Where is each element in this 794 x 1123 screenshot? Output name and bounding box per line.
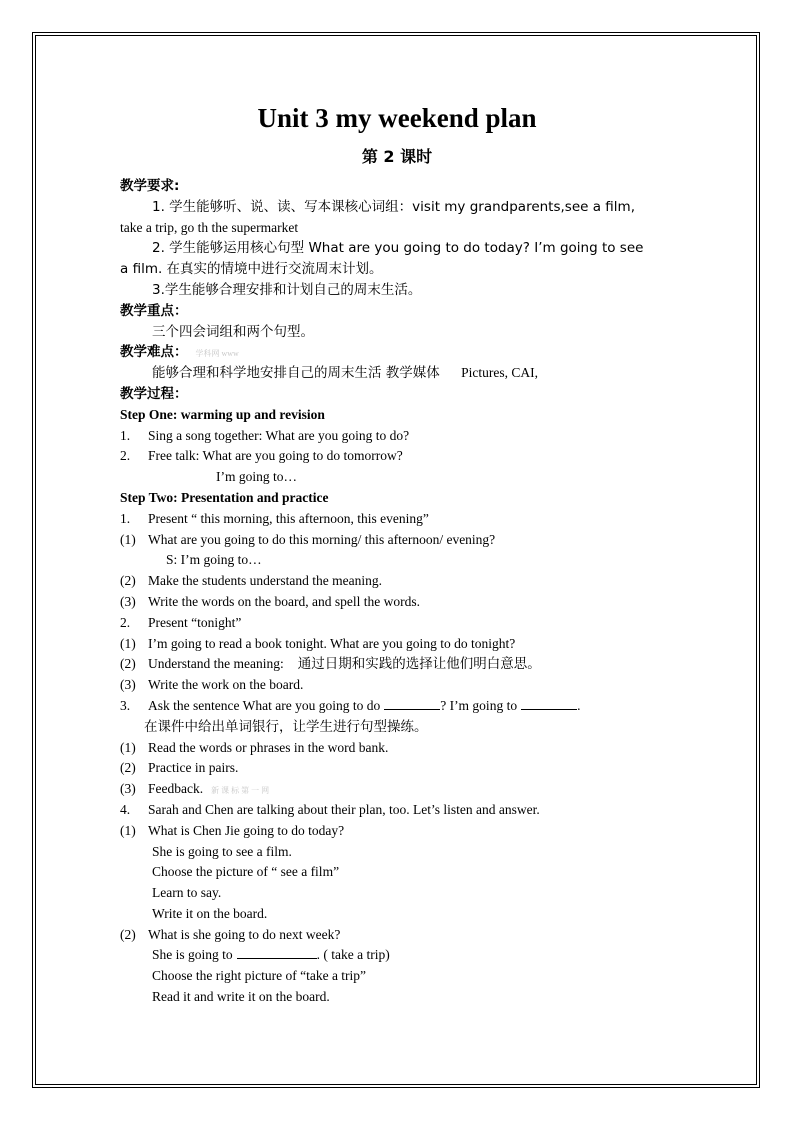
step2-item-4-2-line: Read it and write it on the board. [152,989,330,1005]
requirement-1b: take a trip, go th the supermarket [120,219,299,235]
requirement-3: 3.学生能够合理安排和计划自己的周末生活。 [152,281,422,298]
step2-item-1-1-answer: S: I’m going to… [166,552,262,568]
watermark-text: 学科网 www [195,349,239,359]
requirements-heading: 教学要求: [120,178,180,194]
watermark-text: 新 课 标 第 一 网 [211,786,270,796]
step2-item-4-1: (1) What is Chen Jie going to do today? [120,822,345,838]
step2-item-2: 2. Present “tonight” [120,614,242,630]
step2-item-3: 3. Ask the sentence What are you going to do ? I’m going to . [120,697,581,713]
requirement-1a: 1. 学生能够听、说、读、写本课核心词组：visit my grandparents,see a film, [152,198,636,215]
difficulties-heading: 教学难点： [120,344,188,361]
step-one-title: Step One: warming up and revision [120,406,325,422]
step2-item-1-3: (3) Write the words on the board, and spell the words. [120,593,421,609]
step2-item-2-1: (1) I’m going to read a book tonight. What are you going to do tonight? [120,635,516,651]
step2-item-4-1-line: Write it on the board. [152,905,268,921]
step2-item-4-2: (2) What is she going to do next week? [120,926,341,942]
lesson-number: 第 2 课时 [361,147,433,166]
step2-item-1-2: (2) Make the students understand the meaning. [120,573,382,589]
step2-item-4-1-line: Choose the picture of “ see a film” [152,864,340,880]
difficulties-text: 能够合理和科学地安排自己的周末生活 教学媒体 [152,365,440,382]
document-body [120,176,680,1008]
key-points-text: 三个四会词组和两个句型。 [152,323,314,340]
step2-item-1-1: (1) What are you going to do this morning/ this afternoon/ evening? [120,531,496,547]
step-two-title: Step Two: Presentation and practice [120,489,329,505]
step1-answer: I’m going to… [216,469,297,485]
step2-item-2-3: (3) Write the work on the board. [120,677,304,693]
step2-item-1: 1. Present “ this morning, this afternoon, this evening” [120,510,429,526]
step2-item-2-2: (2) Understand the meaning: 通过日期和实践的选择让他们明白意思。 [120,656,541,673]
requirement-2a: 2. 学生能够运用核心句型 What are you going to do today? I’m going to see [152,240,644,257]
step1-item-2: 2. Free talk: What are you going to do tomorrow? [120,448,403,464]
document-title: Unit 3 my weekend plan [257,103,537,133]
key-points-heading: 教学重点： [120,302,188,319]
answer-blank [384,696,440,710]
step2-item-3-note: 在课件中给出单词银行，让学生进行句型操练。 [144,718,428,735]
teaching-media: Pictures, CAI, [461,365,539,381]
step2-item-3-1: (1) Read the words or phrases in the word bank. [120,739,389,755]
answer-blank [521,696,577,710]
process-heading: 教学过程： [120,385,188,402]
requirement-2b: a film. 在真实的情境中进行交流周末计划。 [120,261,383,278]
step2-item-4-2-line: Choose the right picture of “take a trip” [152,968,367,984]
step2-item-4-2-fill: She is going to . ( take a trip) [152,947,390,963]
difficulties-line [120,363,680,384]
step2-item-4: 4. Sarah and Chen are talking about their plan, too. Let’s listen and answer. [120,801,540,817]
step2-item-4-1-line: Learn to say. [152,885,222,901]
step1-item-1: 1. Sing a song together: What are you going to do? [120,427,410,443]
step2-item-3-2: (2) Practice in pairs. [120,760,239,776]
answer-blank [237,945,317,959]
difficulties-heading-line [120,342,680,363]
step2-item-3-3: (3) Feedback. 新 课 标 第 一 网 [120,781,270,797]
step2-item-4-1-line: She is going to see a film. [152,843,292,859]
